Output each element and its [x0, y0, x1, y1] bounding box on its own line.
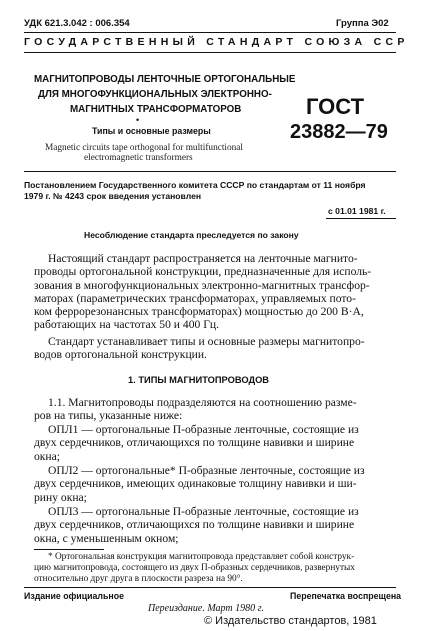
text-line: двух сердечников, имеющих одинаковые толщину навивки и ши- [34, 477, 357, 491]
text-line: работающих на частотах 50 и 400 Гц. [34, 318, 219, 332]
reprint-forbidden: Перепечатка воспрещена [290, 591, 402, 601]
gost-number: 23882—79 [290, 121, 388, 143]
clause-1-1 [34, 396, 394, 423]
footer-rule [24, 587, 396, 588]
text-line: 1.1. Магнитопроводы подразделяются на соотношению разме- [48, 396, 357, 409]
text-line: двух сердечников, отличающихся по толщине навивки и ширине [34, 436, 355, 450]
english-title-line-2: electromagnetic transformers [84, 153, 193, 163]
title-line-3: МАГНИТНЫХ ТРАНСФОРМАТОРОВ [70, 104, 242, 115]
prosecution-note: Несоблюдение стандарта преследуется по закону [84, 230, 299, 240]
section-1-heading: 1. ТИПЫ МАГНИТОПРОВОДОВ [128, 375, 270, 385]
text-line: ОПЛ3 — ортогональные П-образные ленточные, состоящие из [48, 505, 359, 518]
text-line: маторах (параметрических трансформаторах, управляемых пото- [34, 291, 356, 305]
intro-paragraph-2 [34, 335, 394, 362]
reissue-note: Переиздание. Март 1980 г. [148, 603, 264, 614]
text-line: рину окна; [34, 490, 87, 504]
text-line: зования в многофункциональных электронно-магнитных трансфор- [34, 278, 370, 292]
text-line: проводы ортогональной конструкции, предназначенные для исполь- [34, 265, 372, 279]
text-line: цию магнитопровода, состоящего из двух П-образных сердечников, развернутых [34, 563, 355, 573]
text-line: окна, с уменьшенным окном; [34, 531, 179, 545]
effective-date-underline [326, 218, 396, 219]
state-standard-banner: ГОСУДАРСТВЕННЫЙ СТАНДАРТ СОЮЗА ССР [24, 36, 409, 48]
text-line: окна; [34, 449, 61, 463]
text-line: ком феррорезонансных трансформаторах) мощностью до 200 В·А, [34, 305, 364, 319]
type-opl1 [34, 423, 394, 463]
official-edition: Издание официальное [24, 591, 124, 601]
footnote [34, 552, 394, 585]
type-opl2 [34, 464, 394, 504]
text-line: * Ортогональная конструкция магнитопровода представляет собой конструк- [48, 552, 355, 562]
title-line-2: ДЛЯ МНОГОФУНКЦИОНАЛЬНЫХ ЭЛЕКТРОННО- [38, 89, 272, 100]
udc-code: УДК 621.3.042 : 006.354 [24, 18, 130, 29]
copyright: © Издательство стандартов, 1981 [204, 615, 377, 627]
title-bullet: • [136, 115, 140, 125]
title-line-1: МАГНИТОПРОВОДЫ ЛЕНТОЧНЫЕ ОРТОГОНАЛЬНЫЕ [34, 74, 296, 85]
title-rule [24, 171, 396, 172]
text-line: ОПЛ1 — ортогональные П-образные ленточные, состоящие из [48, 423, 359, 436]
intro-paragraph-1 [34, 252, 394, 332]
decree-line-2: 1979 г. № 4243 срок введения установлен [24, 191, 202, 201]
effective-date: с 01.01 1981 г. [328, 206, 386, 216]
text-line: относительно друг друга в плоскости разреза на 90°. [34, 574, 243, 584]
text-line: ОПЛ2 — ортогональные* П-образные ленточные, состоящие из [48, 464, 365, 477]
english-title-line-1: Magnetic circuits tape orthogonal for multifunctional [45, 143, 244, 153]
text-line: Настоящий стандарт распространяется на ленточные магнито- [48, 252, 358, 265]
text-line: двух сердечников, отличающихся по толщине навивки и ширине [34, 518, 355, 532]
footnote-rule [34, 549, 104, 550]
group-code: Группа Э02 [336, 18, 389, 29]
type-opl3 [34, 505, 394, 545]
text-line: водов ортогональной конструкции. [34, 348, 207, 362]
decree-line-1: Постановлением Государственного комитета СССР по стандартам от 11 ноября [24, 180, 366, 190]
subtitle: Типы и основные размеры [92, 126, 211, 136]
header-top-rule [24, 32, 396, 33]
header-bottom-rule [24, 52, 396, 53]
text-line: Стандарт устанавливает типы и основные размеры магнитопро- [48, 335, 365, 348]
gost-label: ГОСТ [306, 94, 365, 119]
text-line: ров на типы, указанные ниже: [34, 409, 183, 423]
